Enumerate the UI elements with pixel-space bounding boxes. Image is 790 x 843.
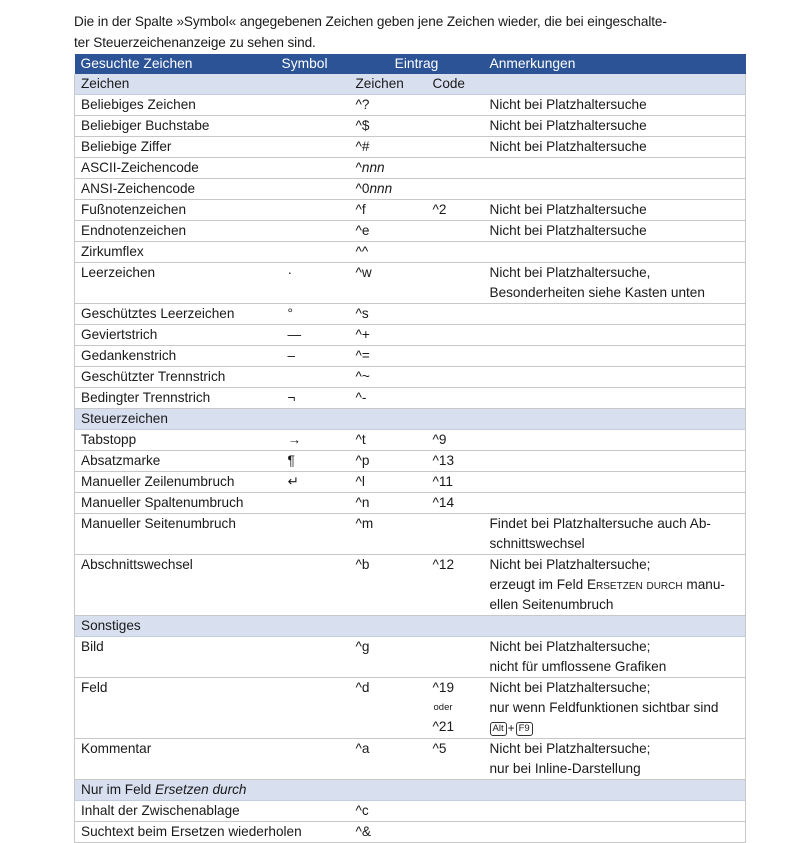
table-row — [75, 325, 746, 346]
character-name: Gedankenstrich — [81, 348, 177, 363]
table-row — [75, 137, 746, 158]
cell-code — [427, 555, 484, 616]
character-name: Bild — [81, 639, 104, 654]
character-name: Absatzmarke — [81, 453, 161, 468]
cell-symbol — [276, 472, 350, 493]
table-row — [75, 739, 746, 780]
cell-note — [484, 346, 746, 367]
cell-name — [75, 263, 276, 304]
cell-zeichen — [350, 263, 427, 304]
entry-prefix: ^ — [355, 160, 362, 175]
table-row — [75, 430, 746, 451]
entry-zeichen: ^= — [355, 348, 370, 363]
entry-zeichen: ^t — [355, 432, 366, 447]
control-symbol: · — [287, 265, 293, 280]
entry-zeichen: ^l — [355, 474, 365, 489]
cell-zeichen — [350, 137, 427, 158]
header-anmerkungen: Anmerkungen — [484, 54, 746, 74]
cell-name — [75, 801, 276, 822]
cell-name — [75, 116, 276, 137]
cell-code — [427, 493, 484, 514]
cell-symbol — [276, 263, 350, 304]
cell-code — [427, 346, 484, 367]
character-name: Tabstopp — [81, 432, 137, 447]
intro-paragraph — [74, 11, 754, 53]
table-row — [75, 451, 746, 472]
cell-name — [75, 200, 276, 221]
character-name: Beliebiger Buchstabe — [81, 118, 210, 133]
cell-code — [427, 200, 484, 221]
cell-zeichen — [350, 325, 427, 346]
cell-code — [427, 678, 484, 739]
cell-note — [484, 822, 746, 843]
character-name: Beliebige Ziffer — [81, 139, 172, 154]
cell-note — [484, 472, 746, 493]
cell-note — [484, 555, 746, 616]
section-label-text: Sonstiges — [81, 618, 141, 633]
table-row — [75, 388, 746, 409]
cell-note — [484, 242, 746, 263]
subheader-zeichen: Zeichen — [350, 74, 427, 95]
table-row — [75, 472, 746, 493]
cell-code — [427, 430, 484, 451]
note-line: schnittswechsel — [489, 536, 585, 551]
cell-code — [427, 95, 484, 116]
entry-code: ^5 — [432, 741, 447, 756]
control-symbol: — — [287, 327, 302, 342]
entry-zeichen: ^# — [355, 139, 370, 154]
entry-zeichen: ^$ — [355, 118, 370, 133]
cell-symbol — [276, 430, 350, 451]
table-row — [75, 637, 746, 678]
cell-symbol — [276, 200, 350, 221]
character-name: Abschnittswechsel — [81, 557, 193, 572]
cell-name — [75, 95, 276, 116]
cell-name — [75, 678, 276, 739]
cell-code — [427, 801, 484, 822]
control-symbol: ↵ — [287, 474, 299, 489]
cell-name — [75, 242, 276, 263]
cell-code — [427, 263, 484, 304]
section-label-text: Nur im Feld — [81, 782, 156, 797]
entry-code: ^2 — [432, 202, 447, 217]
cell-note — [484, 158, 746, 179]
entry-zeichen: ^+ — [355, 327, 370, 342]
cell-symbol — [276, 242, 350, 263]
cell-note — [484, 95, 746, 116]
cell-note — [484, 678, 746, 739]
control-symbol: ¬ — [287, 390, 296, 405]
subheader-code: Code — [427, 74, 484, 95]
cell-zeichen — [350, 200, 427, 221]
cell-zeichen — [350, 158, 427, 179]
cell-code — [427, 325, 484, 346]
entry-zeichen: ^c — [355, 803, 369, 818]
cell-name — [75, 137, 276, 158]
cell-symbol — [276, 346, 350, 367]
cell-symbol — [276, 739, 350, 780]
note-text: manu- — [682, 577, 725, 592]
cell-code — [427, 221, 484, 242]
cell-symbol — [276, 95, 350, 116]
cell-symbol — [276, 493, 350, 514]
entry-zeichen: ^n — [355, 495, 370, 510]
section-label-zeichen: Zeichen — [75, 74, 276, 95]
cell-zeichen — [350, 822, 427, 843]
table-row — [75, 95, 746, 116]
cell-note — [484, 221, 746, 242]
table-row — [75, 221, 746, 242]
table-row — [75, 555, 746, 616]
note-text: erzeugt im Feld — [489, 577, 587, 592]
cell-note — [484, 304, 746, 325]
table-row — [75, 242, 746, 263]
cell-note — [484, 514, 746, 555]
entry-zeichen: ^d — [355, 680, 370, 695]
entry-code: ^19 — [432, 680, 454, 695]
note-smallcaps: Ersetzen durch — [586, 577, 683, 592]
control-symbol: – — [287, 348, 296, 363]
character-name: Manueller Seitenumbruch — [81, 516, 236, 531]
table-row — [75, 158, 746, 179]
cell-symbol — [276, 367, 350, 388]
header-gesuchte-zeichen: Gesuchte Zeichen — [75, 54, 276, 74]
note-line: Nicht bei Platzhaltersuche; — [489, 741, 651, 756]
cell-symbol — [276, 388, 350, 409]
entry-zeichen: ^w — [355, 265, 372, 280]
table-row — [75, 801, 746, 822]
character-name: ANSI-Zeichencode — [81, 181, 196, 196]
entry-zeichen: ^p — [355, 453, 370, 468]
cell-zeichen — [350, 472, 427, 493]
cell-name — [75, 637, 276, 678]
cell-note — [484, 801, 746, 822]
cell-zeichen — [350, 179, 427, 200]
cell-zeichen — [350, 678, 427, 739]
cell-name — [75, 739, 276, 780]
table-row — [75, 493, 746, 514]
cell-note — [484, 137, 746, 158]
entry-code: ^9 — [432, 432, 447, 447]
cell-zeichen — [350, 451, 427, 472]
note-line: Findet bei Platzhaltersuche auch Ab- — [489, 516, 711, 531]
note-line: Nicht bei Platzhaltersuche — [489, 202, 647, 217]
intro-line-1: Die in der Spalte »Symbol« angegebenen Zeichen geben jene Zeichen wieder, die bei eingeschalte- — [74, 14, 667, 29]
cell-symbol — [276, 451, 350, 472]
cell-zeichen — [350, 514, 427, 555]
cell-note — [484, 388, 746, 409]
character-name: Endnotenzeichen — [81, 223, 187, 238]
cell-zeichen — [350, 637, 427, 678]
cell-symbol — [276, 179, 350, 200]
special-characters-table — [74, 54, 746, 843]
cell-zeichen — [350, 95, 427, 116]
section-row-sonstiges — [75, 616, 746, 637]
table-row — [75, 514, 746, 555]
entry-zeichen: ^m — [355, 516, 374, 531]
control-symbol: ¶ — [287, 453, 295, 468]
note-line: Besonderheiten siehe Kasten unten — [489, 285, 705, 300]
entry-zeichen: ^? — [355, 97, 370, 112]
cell-name — [75, 221, 276, 242]
table-row — [75, 346, 746, 367]
character-name: Bedingter Trennstrich — [81, 390, 211, 405]
entry-zeichen: ^a — [355, 741, 370, 756]
cell-name — [75, 472, 276, 493]
cell-code — [427, 179, 484, 200]
section-row-ersetzen — [75, 780, 746, 801]
note-line: Nicht bei Platzhaltersuche; — [489, 639, 651, 654]
table-row — [75, 367, 746, 388]
entry-zeichen: ^s — [355, 306, 369, 321]
cell-note — [484, 179, 746, 200]
character-name: Fußnotenzeichen — [81, 202, 187, 217]
cell-note — [484, 637, 746, 678]
cell-name — [75, 367, 276, 388]
character-name: Geschützter Trennstrich — [81, 369, 226, 384]
cell-zeichen — [350, 346, 427, 367]
table-row — [75, 678, 746, 739]
character-name: Geviertstrich — [81, 327, 158, 342]
cell-zeichen — [350, 242, 427, 263]
cell-zeichen — [350, 221, 427, 242]
table-header-row — [75, 54, 746, 74]
entry-zeichen: ^- — [355, 390, 367, 405]
cell-note — [484, 451, 746, 472]
cell-symbol — [276, 137, 350, 158]
cell-code — [427, 822, 484, 843]
cell-name — [75, 451, 276, 472]
key-plus: + — [507, 721, 515, 735]
cell-code — [427, 158, 484, 179]
cell-code — [427, 137, 484, 158]
character-name: Kommentar — [81, 741, 152, 756]
cell-symbol — [276, 514, 350, 555]
cell-code — [427, 116, 484, 137]
note-line: ellen Seitenumbruch — [489, 597, 614, 612]
header-eintrag: Eintrag — [350, 54, 484, 74]
table-row — [75, 200, 746, 221]
cell-zeichen — [350, 116, 427, 137]
entry-code: ^12 — [432, 557, 454, 572]
cell-symbol — [276, 325, 350, 346]
cell-name — [75, 304, 276, 325]
cell-note — [484, 367, 746, 388]
cell-note — [484, 739, 746, 780]
entry-code: ^21 — [432, 719, 454, 734]
cell-symbol — [276, 678, 350, 739]
section-row-zeichen — [75, 74, 746, 95]
entry-code: ^14 — [432, 495, 454, 510]
cell-note — [484, 493, 746, 514]
entry-placeholder: nnn — [361, 160, 385, 175]
key-f9: F9 — [516, 722, 533, 736]
cell-code — [427, 388, 484, 409]
entry-zeichen: ^e — [355, 223, 370, 238]
note-line: Nicht bei Platzhaltersuche, — [489, 265, 651, 280]
section-label-steuerzeichen — [75, 409, 746, 430]
cell-zeichen — [350, 493, 427, 514]
cell-zeichen — [350, 430, 427, 451]
cell-symbol — [276, 116, 350, 137]
cell-name — [75, 388, 276, 409]
cell-note — [484, 200, 746, 221]
cell-symbol — [276, 158, 350, 179]
control-symbol: → — [287, 432, 302, 447]
section-row-steuerzeichen — [75, 409, 746, 430]
table-row — [75, 822, 746, 843]
note-line: Nicht bei Platzhaltersuche — [489, 118, 647, 133]
table-row — [75, 179, 746, 200]
note-line: Nicht bei Platzhaltersuche — [489, 97, 647, 112]
cell-symbol — [276, 304, 350, 325]
cell-name — [75, 346, 276, 367]
character-name: Beliebiges Zeichen — [81, 97, 196, 112]
cell-code — [427, 514, 484, 555]
cell-code — [427, 367, 484, 388]
entry-zeichen: ^f — [355, 202, 366, 217]
cell-zeichen — [350, 801, 427, 822]
cell-name — [75, 822, 302, 843]
cell-name — [75, 555, 276, 616]
character-name: ASCII-Zeichencode — [81, 160, 199, 175]
table-row — [75, 304, 746, 325]
cell-code — [427, 242, 484, 263]
section-label-ersetzen — [75, 780, 746, 801]
cell-name — [75, 493, 276, 514]
character-name: Manueller Zeilenumbruch — [81, 474, 235, 489]
note-line: nur wenn Feldfunktionen sichtbar sind — [489, 700, 719, 715]
note-line — [490, 575, 746, 595]
cell-name — [75, 514, 276, 555]
character-name: Manueller Spaltenumbruch — [81, 495, 244, 510]
cell-zeichen — [350, 555, 427, 616]
entry-zeichen: ^~ — [355, 369, 370, 384]
cell-zeichen — [350, 304, 427, 325]
cell-code — [427, 739, 484, 780]
character-name: Inhalt der Zwischenablage — [81, 803, 240, 818]
intro-line-2: ter Steuerzeichenanzeige zu sehen sind. — [74, 35, 316, 50]
cell-symbol — [276, 555, 350, 616]
note-line: Nicht bei Platzhaltersuche; — [489, 557, 651, 572]
cell-name — [75, 179, 276, 200]
table-row — [75, 116, 746, 137]
cell-name — [75, 158, 276, 179]
control-symbol: ° — [287, 306, 293, 321]
cell-zeichen — [350, 367, 427, 388]
entry-zeichen: ^^ — [355, 244, 369, 259]
keyboard-shortcut — [490, 718, 746, 738]
character-name: Geschütztes Leerzeichen — [81, 306, 235, 321]
entry-code: ^13 — [432, 453, 454, 468]
note-line: Nicht bei Platzhaltersuche — [489, 139, 647, 154]
cell-code — [427, 304, 484, 325]
cell-code — [427, 451, 484, 472]
cell-note — [484, 325, 746, 346]
cell-zeichen — [350, 388, 427, 409]
cell-zeichen — [350, 739, 427, 780]
table-row — [75, 263, 746, 304]
entry-placeholder: nnn — [369, 181, 393, 196]
note-line: nicht für umflossene Grafiken — [489, 659, 667, 674]
cell-symbol — [276, 801, 350, 822]
cell-note — [484, 263, 746, 304]
note-line: Nicht bei Platzhaltersuche; — [489, 680, 651, 695]
entry-zeichen: ^g — [355, 639, 370, 654]
character-name: Zirkumflex — [81, 244, 144, 259]
entry-prefix: ^0 — [355, 181, 370, 196]
cell-note — [484, 116, 746, 137]
character-name: Feld — [81, 680, 108, 695]
key-alt: Alt — [490, 722, 507, 736]
section-label-sonstiges — [75, 616, 746, 637]
note-line: Nicht bei Platzhaltersuche — [489, 223, 647, 238]
header-symbol: Symbol — [276, 54, 350, 74]
cell-symbol — [276, 221, 350, 242]
section-label-italic: Ersetzen durch — [155, 782, 247, 797]
entry-code: ^11 — [432, 474, 453, 489]
character-name: Leerzeichen — [81, 265, 156, 280]
note-line: nur bei Inline-Darstellung — [489, 761, 641, 776]
cell-name — [75, 325, 276, 346]
entry-zeichen: ^b — [355, 557, 370, 572]
entry-code-or: oder — [433, 702, 453, 713]
cell-code — [427, 472, 484, 493]
character-name: Suchtext beim Ersetzen wiederholen — [81, 824, 302, 839]
cell-symbol — [276, 637, 350, 678]
cell-note — [484, 430, 746, 451]
cell-code — [427, 637, 484, 678]
entry-zeichen: ^& — [355, 824, 371, 839]
section-label-text: Steuerzeichen — [81, 411, 168, 426]
cell-name — [75, 430, 276, 451]
